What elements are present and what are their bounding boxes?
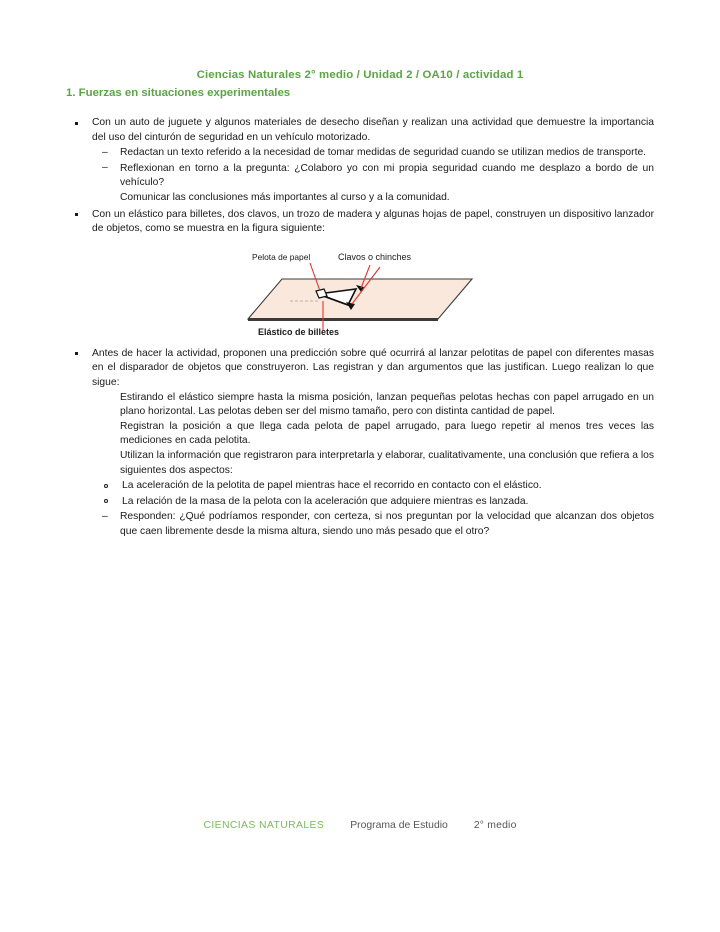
- footer-brand: CIENCIAS NATURALES: [203, 820, 325, 831]
- bullet-icon: [75, 122, 78, 125]
- board-edge-shape: [248, 318, 438, 321]
- bullet-icon: [75, 352, 78, 355]
- activity-1-sub-1-text: Redactan un texto referido a la necesidad de tomar medidas de seguridad cuando se utilizan medios de transporte.: [120, 147, 647, 159]
- activity-3-aspects: [92, 479, 654, 509]
- list-item-activity-3-final: [92, 510, 654, 539]
- figure-label-elastic: Elástico de billetes: [258, 326, 340, 337]
- activity-1-sublist: [92, 146, 654, 205]
- activity-content: [66, 116, 654, 541]
- activity-3-steps: [92, 391, 654, 479]
- page-title: Ciencias Naturales 2° medio / Unidad 2 / OA10 / actividad 1: [196, 69, 524, 81]
- activity-3-step-3: Utilizan la información que registraron para interpretarla y elaborar, cualitativamente, una conclusión que refiera a los siguientes dos aspectos:: [120, 449, 654, 476]
- dash-icon: –: [102, 146, 108, 158]
- list-item-activity-1: [66, 116, 654, 206]
- wooden-board-shape: [248, 279, 472, 319]
- activity-1-sub-2-text: Reflexionan en torno a la pregunta: ¿Colaboro yo con mi propia seguridad cuando me desplazo a bordo de un vehículo?: [120, 162, 654, 189]
- list-item-activity-3: [66, 347, 654, 540]
- page-subtitle: 1. Fuerzas en situaciones experimentales: [66, 87, 291, 99]
- activity-list: [66, 116, 654, 237]
- figure-label-ball: Pelota de papel: [252, 251, 311, 262]
- list-item-activity-1-sub-1: [92, 146, 654, 161]
- dash-icon: –: [102, 162, 108, 174]
- launcher-diagram-svg: [230, 245, 490, 337]
- activity-3-final-list: [92, 510, 654, 539]
- activity-3-final-text: Responden: ¿Qué podríamos responder, con certeza, si nos preguntan por la velocidad que alcanzan dos objetos que caen libremente desde la misma altura, siendo uno más pesado que el otro?: [120, 511, 654, 537]
- aspect-2-text: La relación de la masa de la pelota con la aceleración que adquiere mientras es lanzada.: [122, 495, 529, 507]
- page-footer: [0, 820, 720, 831]
- footer-level: 2° medio: [473, 820, 517, 831]
- activity-1-sub-2-note: Comunicar las conclusiones más importantes al curso y a la comunidad.: [120, 191, 450, 203]
- activity-2-text: Con un elástico para billetes, dos clavos, un trozo de madera y algunas hojas de papel, construyen un dispositivo lanzador de objetos, como se muestra en la figura siguiente:: [92, 208, 654, 235]
- activity-3-text: Antes de hacer la actividad, proponen una predicción sobre qué ocurrirá al lanzar pelotitas de papel con diferentes masas en el disparador de objetos que construyeron. Las registran y dan argumentos que las justifican. Luego realizan lo que sigue:: [92, 347, 654, 388]
- list-item-activity-1-sub-2: [92, 162, 654, 206]
- bullet-icon: [75, 213, 78, 216]
- launcher-diagram: [66, 245, 654, 337]
- figure-label-nails: Clavos o chinches: [338, 251, 412, 262]
- activity-3-step-2: Registran la posición a que llega cada pelota de papel arrugado, para luego repetir al menos tres veces las mediciones en cada pelotita.: [120, 420, 654, 447]
- dash-icon: –: [102, 510, 108, 522]
- title-block: [0, 68, 720, 101]
- list-item-activity-2: [66, 208, 654, 237]
- footer-program: Programa de Estudio: [350, 820, 448, 831]
- circle-bullet-icon: [104, 499, 108, 503]
- circle-bullet-icon: [104, 484, 108, 488]
- activity-1-text: Con un auto de juguete y algunos materiales de desecho diseñan y realizan una actividad que demuestre la importancia del uso del cinturón de seguridad en un vehículo motorizado.: [92, 117, 654, 143]
- list-item-aspect-1: [92, 479, 654, 494]
- list-item-aspect-2: [92, 495, 654, 510]
- aspect-1-text: La aceleración de la pelotita de papel mientras hace el recorrido en contacto con el elástico.: [122, 480, 542, 492]
- activity-3-step-1: Estirando el elástico siempre hasta la misma posición, lanzan pequeñas pelotas hechas con papel arrugado en un plano horizontal. Las pelotas deben ser del mismo tamaño, pero con distinta cantidad de papel.: [120, 391, 654, 418]
- activity-list-continued: [66, 347, 654, 540]
